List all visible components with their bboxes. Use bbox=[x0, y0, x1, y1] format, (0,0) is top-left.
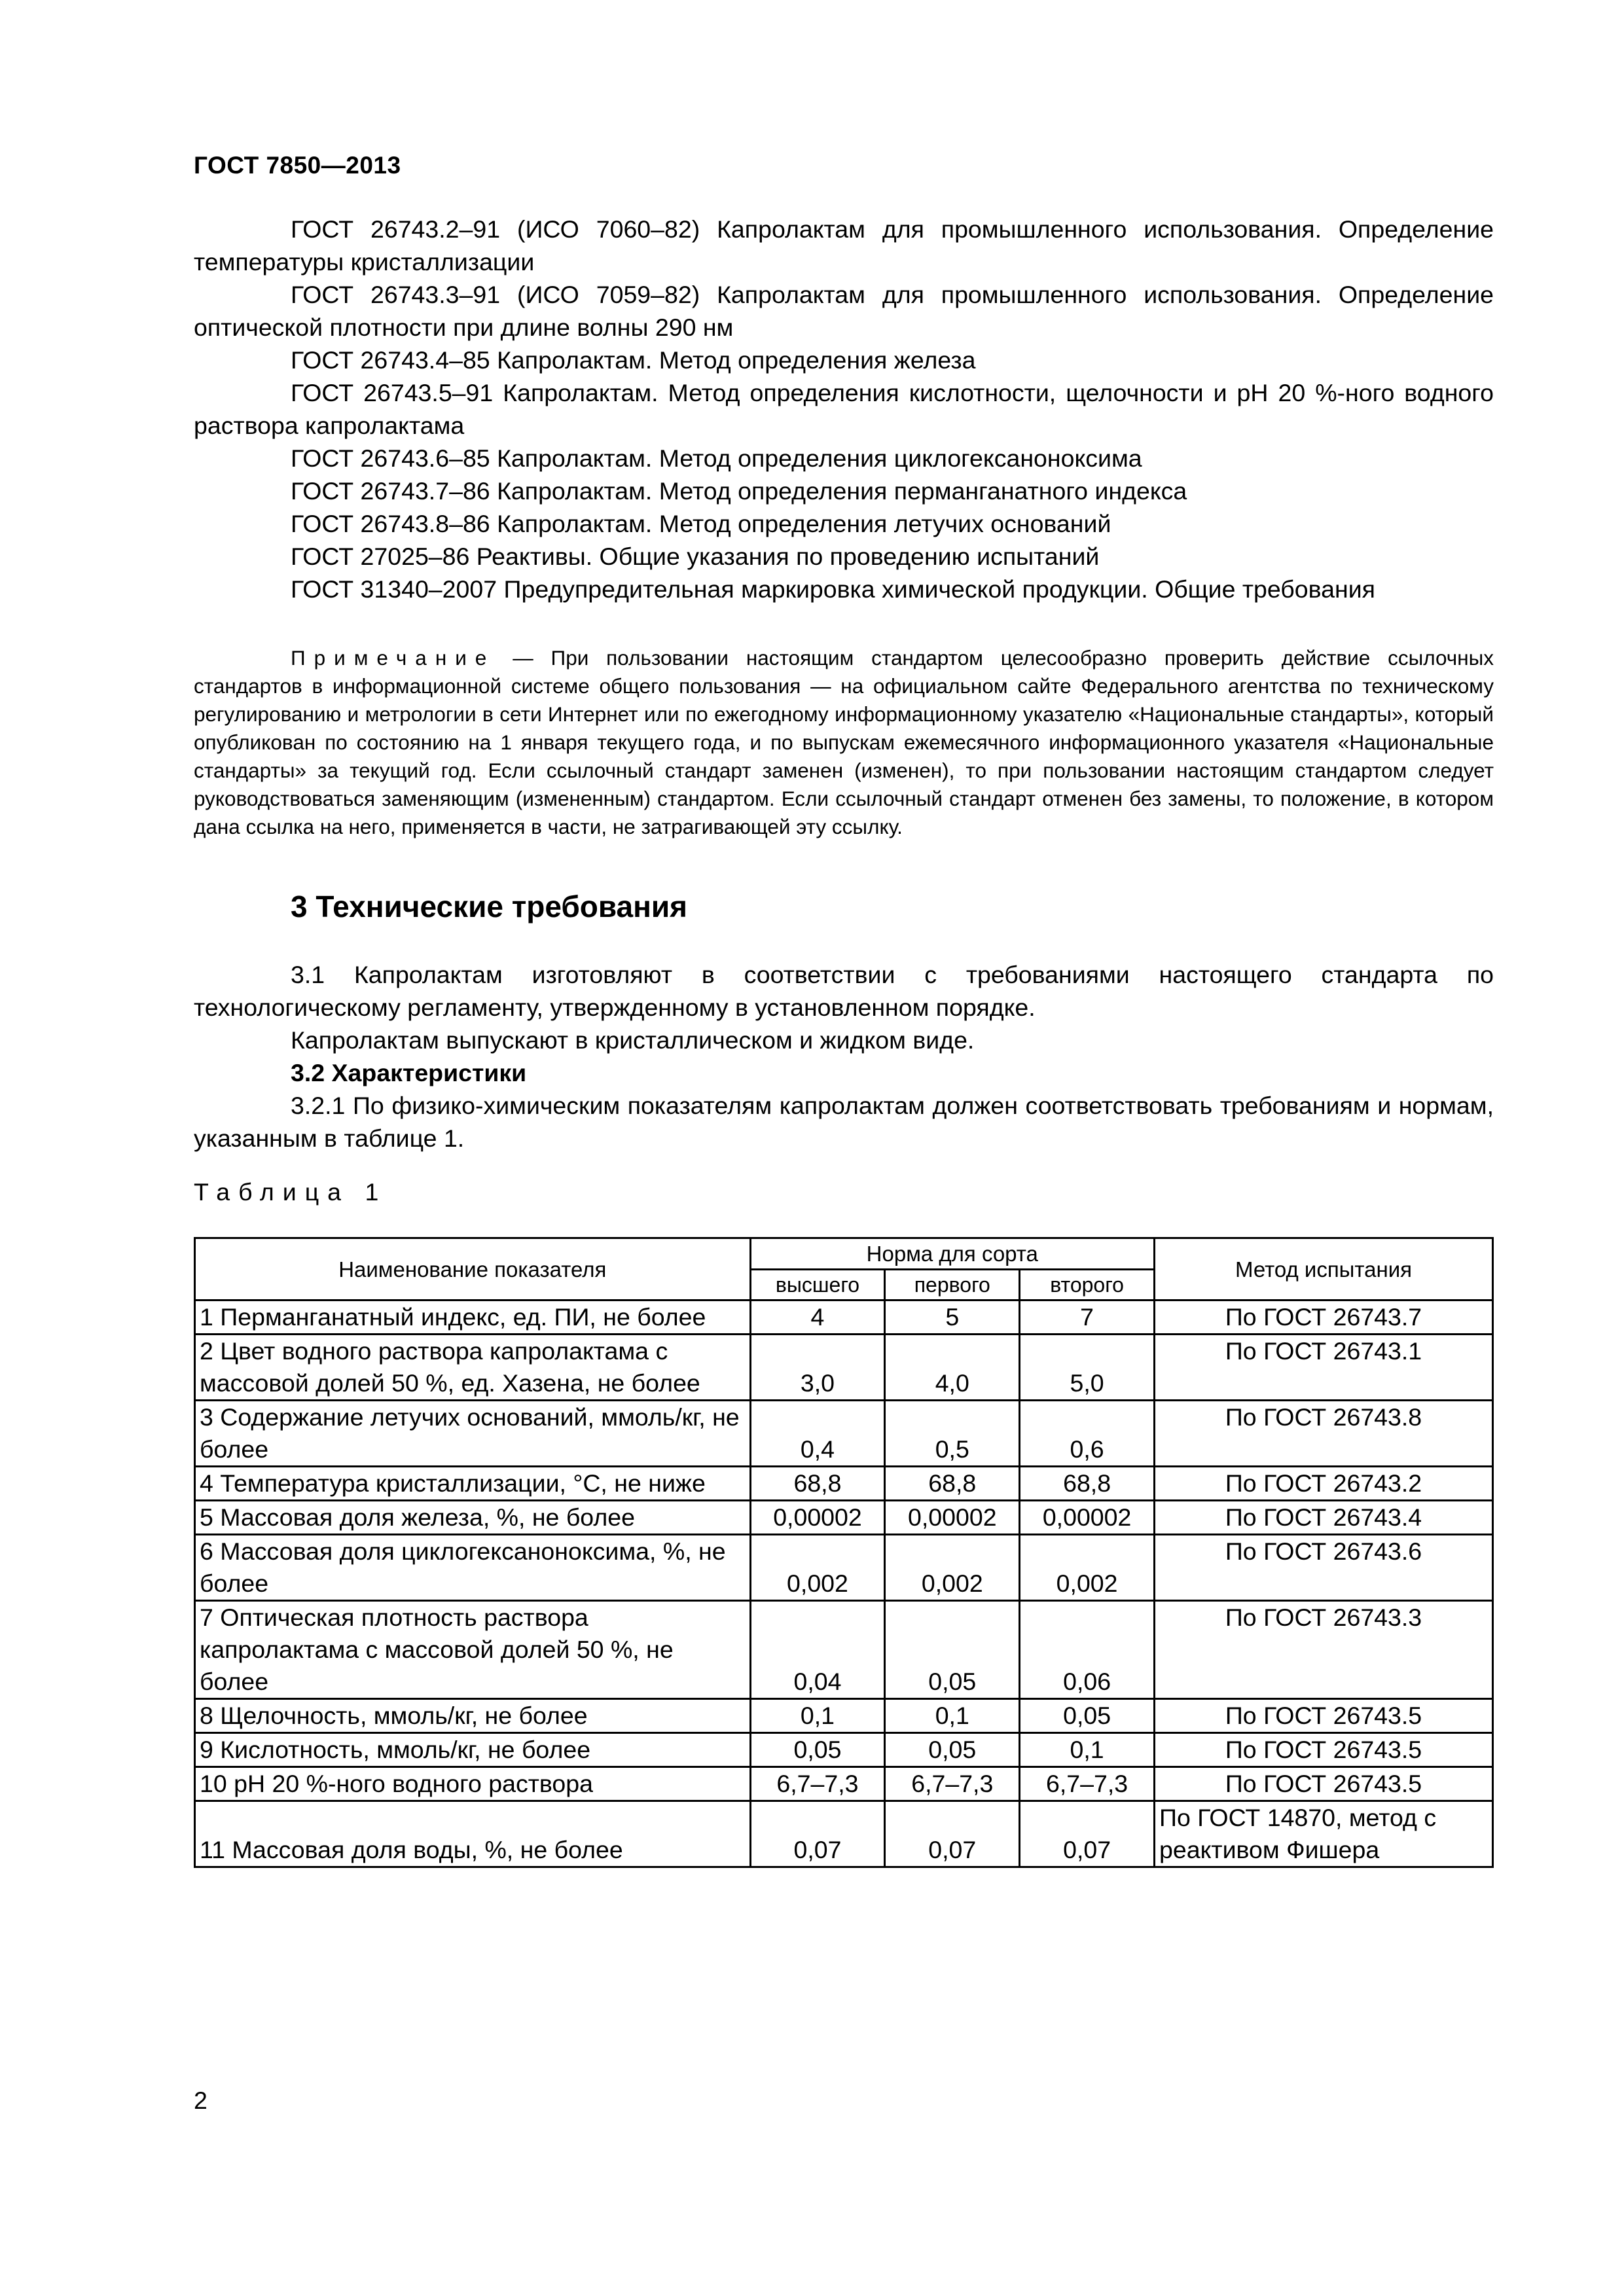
method-cell: По ГОСТ 26743.3 bbox=[1155, 1601, 1493, 1699]
header-name: Наименование показателя bbox=[195, 1238, 751, 1300]
table-row bbox=[195, 1767, 1493, 1801]
subsection-heading: 3.2 Характеристики bbox=[291, 1059, 527, 1086]
note-paragraph bbox=[194, 644, 1494, 841]
header-method: Метод испытания bbox=[1155, 1238, 1493, 1300]
section-title: 3 Технические требования bbox=[291, 889, 687, 924]
header-grade-first: первого bbox=[885, 1270, 1020, 1300]
reference-item: ГОСТ 26743.4–85 Капролактам. Метод определения железа bbox=[291, 346, 976, 374]
row-name-cell: 1 Перманганатный индекс, ед. ПИ, не более bbox=[195, 1300, 751, 1335]
reference-item: ГОСТ 26743.2–91 (ИСО 7060–82) Капролактам для промышленного использования. Определение температуры кристаллизации bbox=[194, 215, 1494, 276]
table-row bbox=[195, 1335, 1493, 1401]
row-name-cell: 2 Цвет водного раствора капролактама с массовой долей 50 %, ед. Хазена, не более bbox=[195, 1335, 751, 1401]
specs-table bbox=[194, 1237, 1494, 1868]
value-first-cell: 0,07 bbox=[885, 1801, 1020, 1867]
reference-item: ГОСТ 26743.3–91 (ИСО 7059–82) Капролактам для промышленного использования. Определение оптической плотности при длине волны 290 нм bbox=[194, 281, 1494, 341]
table-row bbox=[195, 1535, 1493, 1601]
value-highest-cell: 4 bbox=[750, 1300, 885, 1335]
method-cell: По ГОСТ 26743.2 bbox=[1155, 1467, 1493, 1501]
value-second-cell: 7 bbox=[1020, 1300, 1155, 1335]
table-row bbox=[195, 1699, 1493, 1733]
value-first-cell: 0,002 bbox=[885, 1535, 1020, 1601]
header-grade-highest: высшего bbox=[750, 1270, 885, 1300]
value-second-cell: 0,002 bbox=[1020, 1535, 1155, 1601]
row-name-cell: 3 Содержание летучих оснований, ммоль/кг, не более bbox=[195, 1401, 751, 1467]
method-cell: По ГОСТ 26743.7 bbox=[1155, 1300, 1493, 1335]
value-highest-cell: 0,07 bbox=[750, 1801, 885, 1867]
value-highest-cell: 6,7–7,3 bbox=[750, 1767, 885, 1801]
value-highest-cell: 0,4 bbox=[750, 1401, 885, 1467]
row-name-cell: 9 Кислотность, ммоль/кг, не более bbox=[195, 1733, 751, 1767]
reference-item: ГОСТ 26743.5–91 Капролактам. Метод определения кислотности, щелочности и pH 20 %-ного водного раствора капролактама bbox=[194, 379, 1494, 439]
value-highest-cell: 0,1 bbox=[750, 1699, 885, 1733]
value-second-cell: 0,6 bbox=[1020, 1401, 1155, 1467]
method-cell: По ГОСТ 26743.8 bbox=[1155, 1401, 1493, 1467]
table-row bbox=[195, 1601, 1493, 1699]
value-highest-cell: 3,0 bbox=[750, 1335, 885, 1401]
value-highest-cell: 0,04 bbox=[750, 1601, 885, 1699]
value-first-cell: 0,05 bbox=[885, 1601, 1020, 1699]
reference-item: ГОСТ 27025–86 Реактивы. Общие указания по проведению испытаний bbox=[291, 543, 1100, 570]
value-first-cell: 5 bbox=[885, 1300, 1020, 1335]
value-second-cell: 0,07 bbox=[1020, 1801, 1155, 1867]
paragraph-3-1: 3.1 Капролактам изготовляют в соответствии с требованиями настоящего стандарта по технологическому регламенту, утвержденному в установленном порядке. bbox=[194, 961, 1494, 1021]
header-norm: Норма для сорта bbox=[750, 1238, 1154, 1270]
table-row bbox=[195, 1300, 1493, 1335]
value-first-cell: 6,7–7,3 bbox=[885, 1767, 1020, 1801]
page-number: 2 bbox=[194, 2087, 208, 2114]
paragraph-form: Капролактам выпускают в кристаллическом и жидком виде. bbox=[291, 1026, 975, 1054]
reference-item: ГОСТ 26743.8–86 Капролактам. Метод определения летучих оснований bbox=[291, 510, 1111, 537]
value-highest-cell: 0,05 bbox=[750, 1733, 885, 1767]
row-name-cell: 6 Массовая доля циклогексаноноксима, %, не более bbox=[195, 1535, 751, 1601]
method-cell: По ГОСТ 14870, метод с реактивом Фишера bbox=[1155, 1801, 1493, 1867]
value-first-cell: 4,0 bbox=[885, 1335, 1020, 1401]
table-row bbox=[195, 1801, 1493, 1867]
reference-item: ГОСТ 26743.6–85 Капролактам. Метод определения циклогексаноноксима bbox=[291, 444, 1142, 472]
value-first-cell: 0,1 bbox=[885, 1699, 1020, 1733]
method-cell: По ГОСТ 26743.1 bbox=[1155, 1335, 1493, 1401]
value-second-cell: 0,1 bbox=[1020, 1733, 1155, 1767]
value-highest-cell: 0,002 bbox=[750, 1535, 885, 1601]
note-label: Примечание bbox=[291, 646, 496, 670]
table-row bbox=[195, 1401, 1493, 1467]
row-name-cell: 7 Оптическая плотность раствора капролактама с массовой долей 50 %, не более bbox=[195, 1601, 751, 1699]
row-name-cell: 4 Температура кристаллизации, °С, не ниже bbox=[195, 1467, 751, 1501]
row-name-cell: 8 Щелочность, ммоль/кг, не более bbox=[195, 1699, 751, 1733]
method-cell: По ГОСТ 26743.6 bbox=[1155, 1535, 1493, 1601]
paragraph-3-2-1: 3.2.1 По физико-химическим показателям капролактам должен соответствовать требованиям и нормам, указанным в таблице 1. bbox=[194, 1092, 1494, 1152]
section-body bbox=[194, 958, 1494, 1155]
table-caption: Таблица 1 bbox=[194, 1178, 388, 1206]
method-cell: По ГОСТ 26743.5 bbox=[1155, 1733, 1493, 1767]
method-cell: По ГОСТ 26743.5 bbox=[1155, 1699, 1493, 1733]
note-text: — При пользовании настоящим стандартом целесообразно проверить действие ссылочных стандартов в информационной системе общего пользования — на официальном сайте Федерального агентства по техническому регулированию и метрологии в сети Интернет или по ежегодному информационному указателю «Национальные стандарты», который опубликован по состоянию на 1 января текущего года, и по выпускам ежемесячного информационного указателя «Национальные стандарты» за текущий год. Если ссылочный стандарт заменен (изменен), то при пользовании настоящим стандартом следует руководствоваться заменяющим (измененным) стандартом. Если ссылочный стандарт отменен без замены, то положение, в котором дана ссылка на него, применяется в части, не затрагивающей эту ссылку. bbox=[194, 646, 1494, 838]
value-highest-cell: 0,00002 bbox=[750, 1501, 885, 1535]
row-name-cell: 11 Массовая доля воды, %, не более bbox=[195, 1801, 751, 1867]
table-row bbox=[195, 1733, 1493, 1767]
table-row bbox=[195, 1501, 1493, 1535]
value-second-cell: 0,05 bbox=[1020, 1699, 1155, 1733]
row-name-cell: 5 Массовая доля железа, %, не более bbox=[195, 1501, 751, 1535]
value-first-cell: 0,05 bbox=[885, 1733, 1020, 1767]
normative-references bbox=[194, 213, 1494, 605]
value-second-cell: 68,8 bbox=[1020, 1467, 1155, 1501]
method-cell: По ГОСТ 26743.5 bbox=[1155, 1767, 1493, 1801]
table-row bbox=[195, 1467, 1493, 1501]
reference-item: ГОСТ 26743.7–86 Капролактам. Метод определения перманганатного индекса bbox=[291, 477, 1187, 505]
value-first-cell: 0,00002 bbox=[885, 1501, 1020, 1535]
value-second-cell: 0,00002 bbox=[1020, 1501, 1155, 1535]
header-grade-second: второго bbox=[1020, 1270, 1155, 1300]
method-cell: По ГОСТ 26743.4 bbox=[1155, 1501, 1493, 1535]
value-second-cell: 0,06 bbox=[1020, 1601, 1155, 1699]
value-second-cell: 5,0 bbox=[1020, 1335, 1155, 1401]
page-header: ГОСТ 7850—2013 bbox=[194, 152, 401, 179]
value-second-cell: 6,7–7,3 bbox=[1020, 1767, 1155, 1801]
row-name-cell: 10 pH 20 %-ного водного раствора bbox=[195, 1767, 751, 1801]
value-first-cell: 68,8 bbox=[885, 1467, 1020, 1501]
value-highest-cell: 68,8 bbox=[750, 1467, 885, 1501]
value-first-cell: 0,5 bbox=[885, 1401, 1020, 1467]
reference-item: ГОСТ 31340–2007 Предупредительная маркировка химической продукции. Общие требования bbox=[291, 575, 1375, 603]
